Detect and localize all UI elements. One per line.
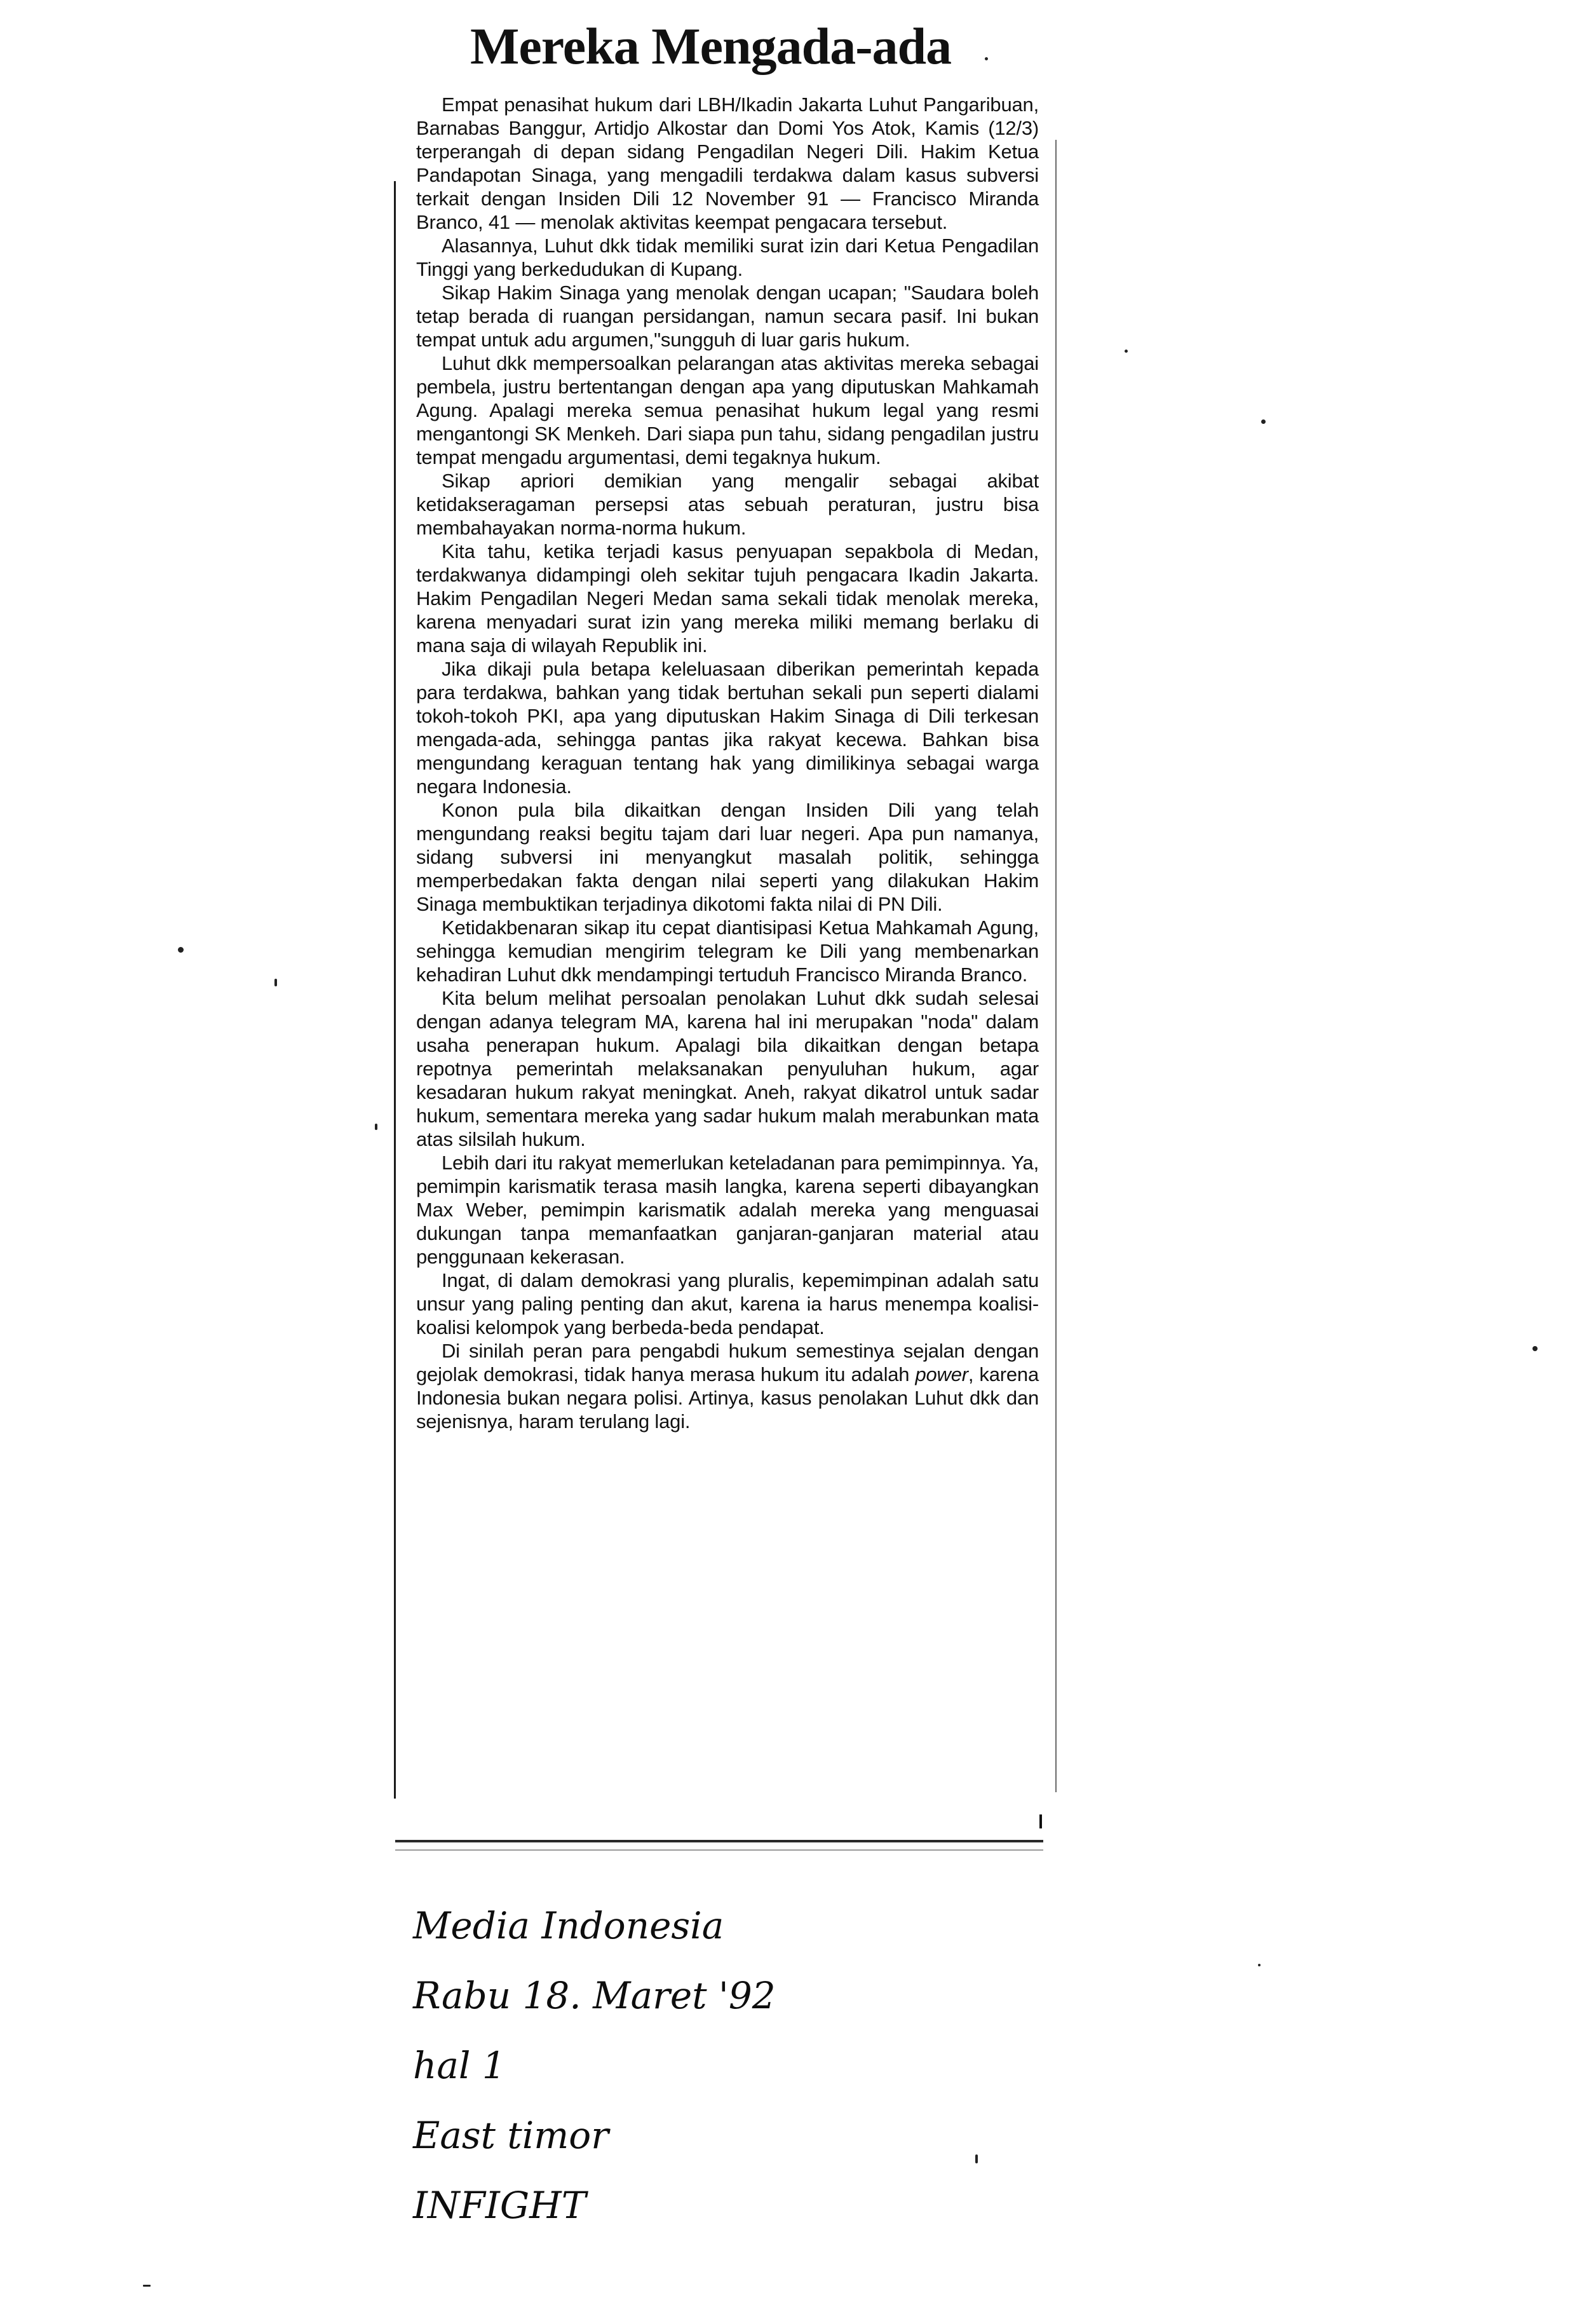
note-source: Media Indonesia: [413, 1904, 724, 1947]
paragraph: Empat penasihat hukum dari LBH/Ikadin Jakarta Luhut Pangaribuan, Barnabas Banggur, Artidjo Alkostar dan Domi Yos Atok, Kamis (12/3) terperangah di depan sidang Pengadilan Negeri Dili. Hakim Ketua Pandapotan Sinaga, yang mengadili terdakwa dalam kasus subversi terkait dengan Insiden Dili 12 November 91 — Francisco Miranda Branco, 41 — menolak aktivitas keempat pengacara tersebut.: [416, 93, 1039, 233]
text-run: Di sinilah peran para pengabdi hukum semestinya sejalan dengan gejolak demokrasi, tidak hanya merasa hukum itu adalah: [416, 1340, 1039, 1385]
scan-speck: [1125, 350, 1128, 353]
paragraph: Luhut dkk mempersoalkan pelarangan atas aktivitas mereka sebagai pembela, justru bertentangan dengan apa yang diputuskan Mahkamah Agung. Apalagi mereka semua penasihat hukum legal yang resmi mengantongi SK Menkeh. Dari siapa pun tahu, sidang pengadilan justru tempat mengadu argumentasi, demi tegaknya hukum.: [416, 352, 1039, 468]
paragraph: Konon pula bila dikaitkan dengan Insiden Dili yang telah mengundang reaksi begitu tajam dari luar negeri. Apa pun namanya, sidang subversi ini menyangkut masalah politik, sehingga memperbedakan fakta dengan nilai seperti yang dilakukan Hakim Sinaga membuktikan terjadinya dikotomi fakta nilai di PN Dili.: [416, 799, 1039, 915]
column-rule-left: [394, 181, 396, 1799]
paragraph: Jika dikaji pula betapa keleluasaan diberikan pemerintah kepada para terdakwa, bahkan yang tidak bertuhan sekali pun seperti dialami tokoh-tokoh PKI, apa yang diputuskan Hakim Sinaga di Dili terkesan mengada-ada, sehingga pantas jika rakyat kecewa. Bahkan bisa mengundang keraguan tentang hak yang dimilikinya sebagai warga negara Indonesia.: [416, 658, 1039, 798]
column-rule-bottom: [395, 1840, 1043, 1842]
note-page: hal 1: [413, 2044, 506, 2087]
scan-speck: [1258, 1964, 1261, 1966]
column-rule-right: [1055, 140, 1057, 1792]
paragraph: Ketidakbenaran sikap itu cepat diantisipasi Ketua Mahkamah Agung, sehingga kemudian mengirim telegram ke Dili yang membenarkan kehadiran Luhut dkk mendampingi tertuduh Francisco Miranda Branco.: [416, 916, 1039, 986]
paragraph: Alasannya, Luhut dkk tidak memiliki surat izin dari Ketua Pengadilan Tinggi yang berkedudukan di Kupang.: [416, 235, 1039, 280]
paragraph-final: [416, 1339, 1039, 1433]
scan-speck: [975, 2154, 978, 2163]
column-rule-bottom-thin: [395, 1849, 1043, 1851]
end-mark: [1039, 1814, 1042, 1828]
scan-speck: [143, 2285, 151, 2287]
scan-speck: [274, 979, 277, 986]
paragraph: Lebih dari itu rakyat memerlukan keteladanan para pemimpinnya. Ya, pemimpin karismatik terasa masih langka, karena seperti dibayangkan Max Weber, pemimpin karismatik adalah mereka yang menguasai dukungan tanpa memanfaatkan ganjaran-ganjaran material atau penggunaan kekerasan.: [416, 1152, 1039, 1268]
note-date: Rabu 18. Maret '92: [413, 1974, 776, 2017]
paragraph: Ingat, di dalam demokrasi yang pluralis, kepemimpinan adalah satu unsur yang paling penting dan akut, karena ia harus menempa koalisi-koalisi kelompok yang berbeda-beda pendapat.: [416, 1269, 1039, 1338]
scan-speck: [1532, 1346, 1538, 1351]
paragraph: Kita tahu, ketika terjadi kasus penyuapan sepakbola di Medan, terdakwanya didampingi oleh sekitar tujuh pengacara Ikadin Jakarta. Hakim Pengadilan Negeri Medan sama sekali tidak menolak mereka, karena menyadari surat izin yang mereka miliki memang berlaku di mana saja di wilayah Republik ini.: [416, 540, 1039, 657]
scan-speck: [375, 1124, 377, 1130]
scan-speck: [178, 947, 184, 953]
paragraph: Sikap apriori demikian yang mengalir sebagai akibat ketidakseragaman persepsi atas sebuah peraturan, justru bisa membahayakan norma-norma hukum.: [416, 470, 1039, 539]
note-label: INFIGHT: [413, 2184, 586, 2227]
scan-speck: [985, 57, 988, 60]
handwritten-notes: [413, 1891, 921, 2240]
scan-speck: [1261, 419, 1266, 424]
headline: Mereka Mengada-ada: [470, 17, 952, 75]
article-body: [416, 93, 1039, 1433]
text-run: , karena Indonesia bukan negara polisi. Artinya, kasus penolakan Luhut dkk dan sejenisnya, haram terulang lagi.: [416, 1363, 1039, 1433]
note-topic: East timor: [413, 2114, 609, 2157]
italic-term: power: [915, 1363, 968, 1385]
paragraph: Sikap Hakim Sinaga yang menolak dengan ucapan; "Saudara boleh tetap berada di ruangan persidangan, namun secara pasif. Ini bukan tempat untuk adu argumen,"sungguh di luar garis hukum.: [416, 282, 1039, 351]
paragraph: Kita belum melihat persoalan penolakan Luhut dkk sudah selesai dengan adanya telegram MA, karena hal ini merupakan "noda" dalam usaha penerapan hukum. Apalagi bila dikaitkan dengan betapa repotnya pemerintah melaksanakan penyuluhan hukum, agar kesadaran hukum rakyat meningkat. Aneh, rakyat dikatrol untuk sadar hukum, sementara mereka yang sadar hukum malah merabunkan mata atas silsilah hukum.: [416, 987, 1039, 1150]
